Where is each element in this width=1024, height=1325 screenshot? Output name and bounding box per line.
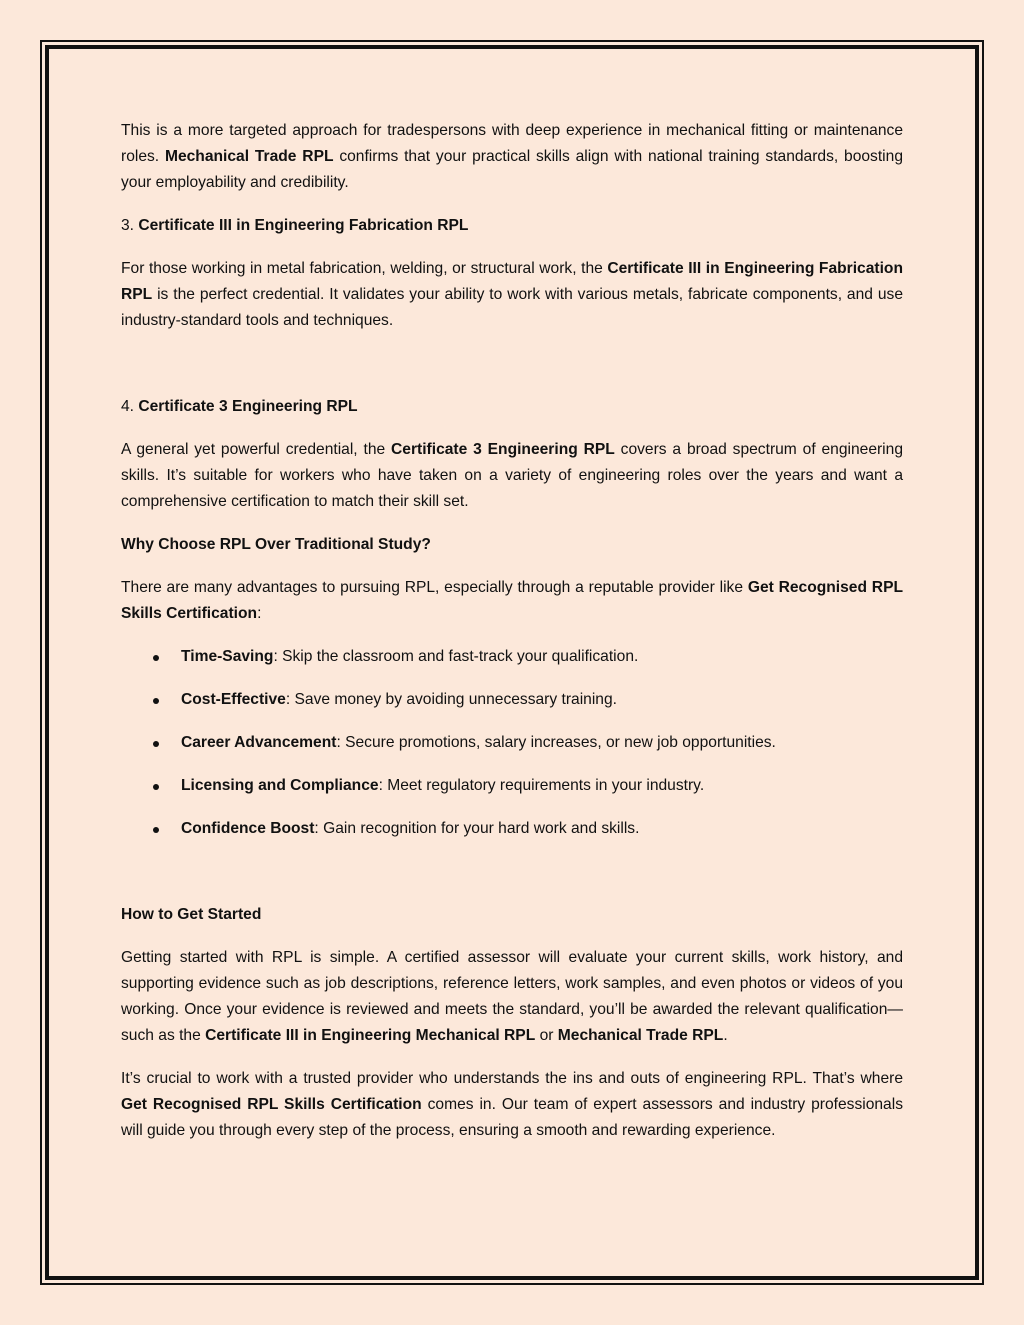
intro-bold: Mechanical Trade RPL: [164, 148, 334, 165]
section-3-heading: 3. Certificate III in Engineering Fabrication RPL: [121, 217, 469, 234]
section-4-heading: 4. Certificate 3 Engineering RPL: [121, 398, 358, 415]
list-item: Cost-Effective: Save money by avoiding unnecessary training.: [121, 687, 903, 713]
bullet-icon: [153, 698, 159, 704]
section-3-paragraph: For those working in metal fabrication, welding, or structural work, the Certificate III in Engineering Fabrication RPL is the perfect credential. It validates your ability to work with various metals, fabricate components, and use industry-standard tools and techniques.: [121, 260, 903, 329]
bullet-icon: [153, 784, 159, 790]
advantages-list: [121, 644, 903, 842]
section-4-paragraph: A general yet powerful credential, the Certificate 3 Engineering RPL covers a broad spectrum of engineering skills. It’s suitable for workers who have taken on a variety of engineering roles over the years and want a comprehensive certification to match their skill set.: [121, 441, 903, 510]
spacer: [121, 351, 903, 394]
list-item: Confidence Boost: Gain recognition for your hard work and skills.: [121, 816, 903, 842]
bullet-icon: [153, 655, 159, 661]
get-started-paragraph-1: Getting started with RPL is simple. A certified assessor will evaluate your current skills, work history, and supporting evidence such as job descriptions, reference letters, work samples, and even photos or videos of you working. Once your evidence is reviewed and meets the standard, you’ll be awarded the relevant qualification—such as the Certificate III in Engineering Mechanical RPL or Mechanical Trade RPL.: [121, 949, 903, 1044]
get-started-paragraph-2: It’s crucial to work with a trusted provider who understands the ins and outs of engineering RPL. That’s where Get Recognised RPL Skills Certification comes in. Our team of expert assessors and industry professionals will guide you through every step of the process, ensuring a smooth and rewarding experience.: [121, 1070, 903, 1139]
why-paragraph: There are many advantages to pursuing RPL, especially through a reputable provider like Get Recognised RPL Skills Certification:: [121, 579, 903, 622]
why-heading: Why Choose RPL Over Traditional Study?: [121, 536, 431, 553]
list-item: Time-Saving: Skip the classroom and fast-track your qualification.: [121, 644, 903, 670]
intro-paragraph: This is a more targeted approach for tradespersons with deep experience in mechanical fitting or maintenance roles. Mechanical Trade RPL confirms that your practical skills align with national training standards, boosting your employability and credibility.: [121, 122, 903, 191]
get-started-heading: How to Get Started: [121, 906, 262, 923]
list-item: Licensing and Compliance: Meet regulatory requirements in your industry.: [121, 773, 903, 799]
bullet-icon: [153, 827, 159, 833]
document-body: [121, 118, 903, 1161]
bullet-icon: [153, 741, 159, 747]
list-item: Career Advancement: Secure promotions, salary increases, or new job opportunities.: [121, 730, 903, 756]
spacer: [121, 859, 903, 902]
